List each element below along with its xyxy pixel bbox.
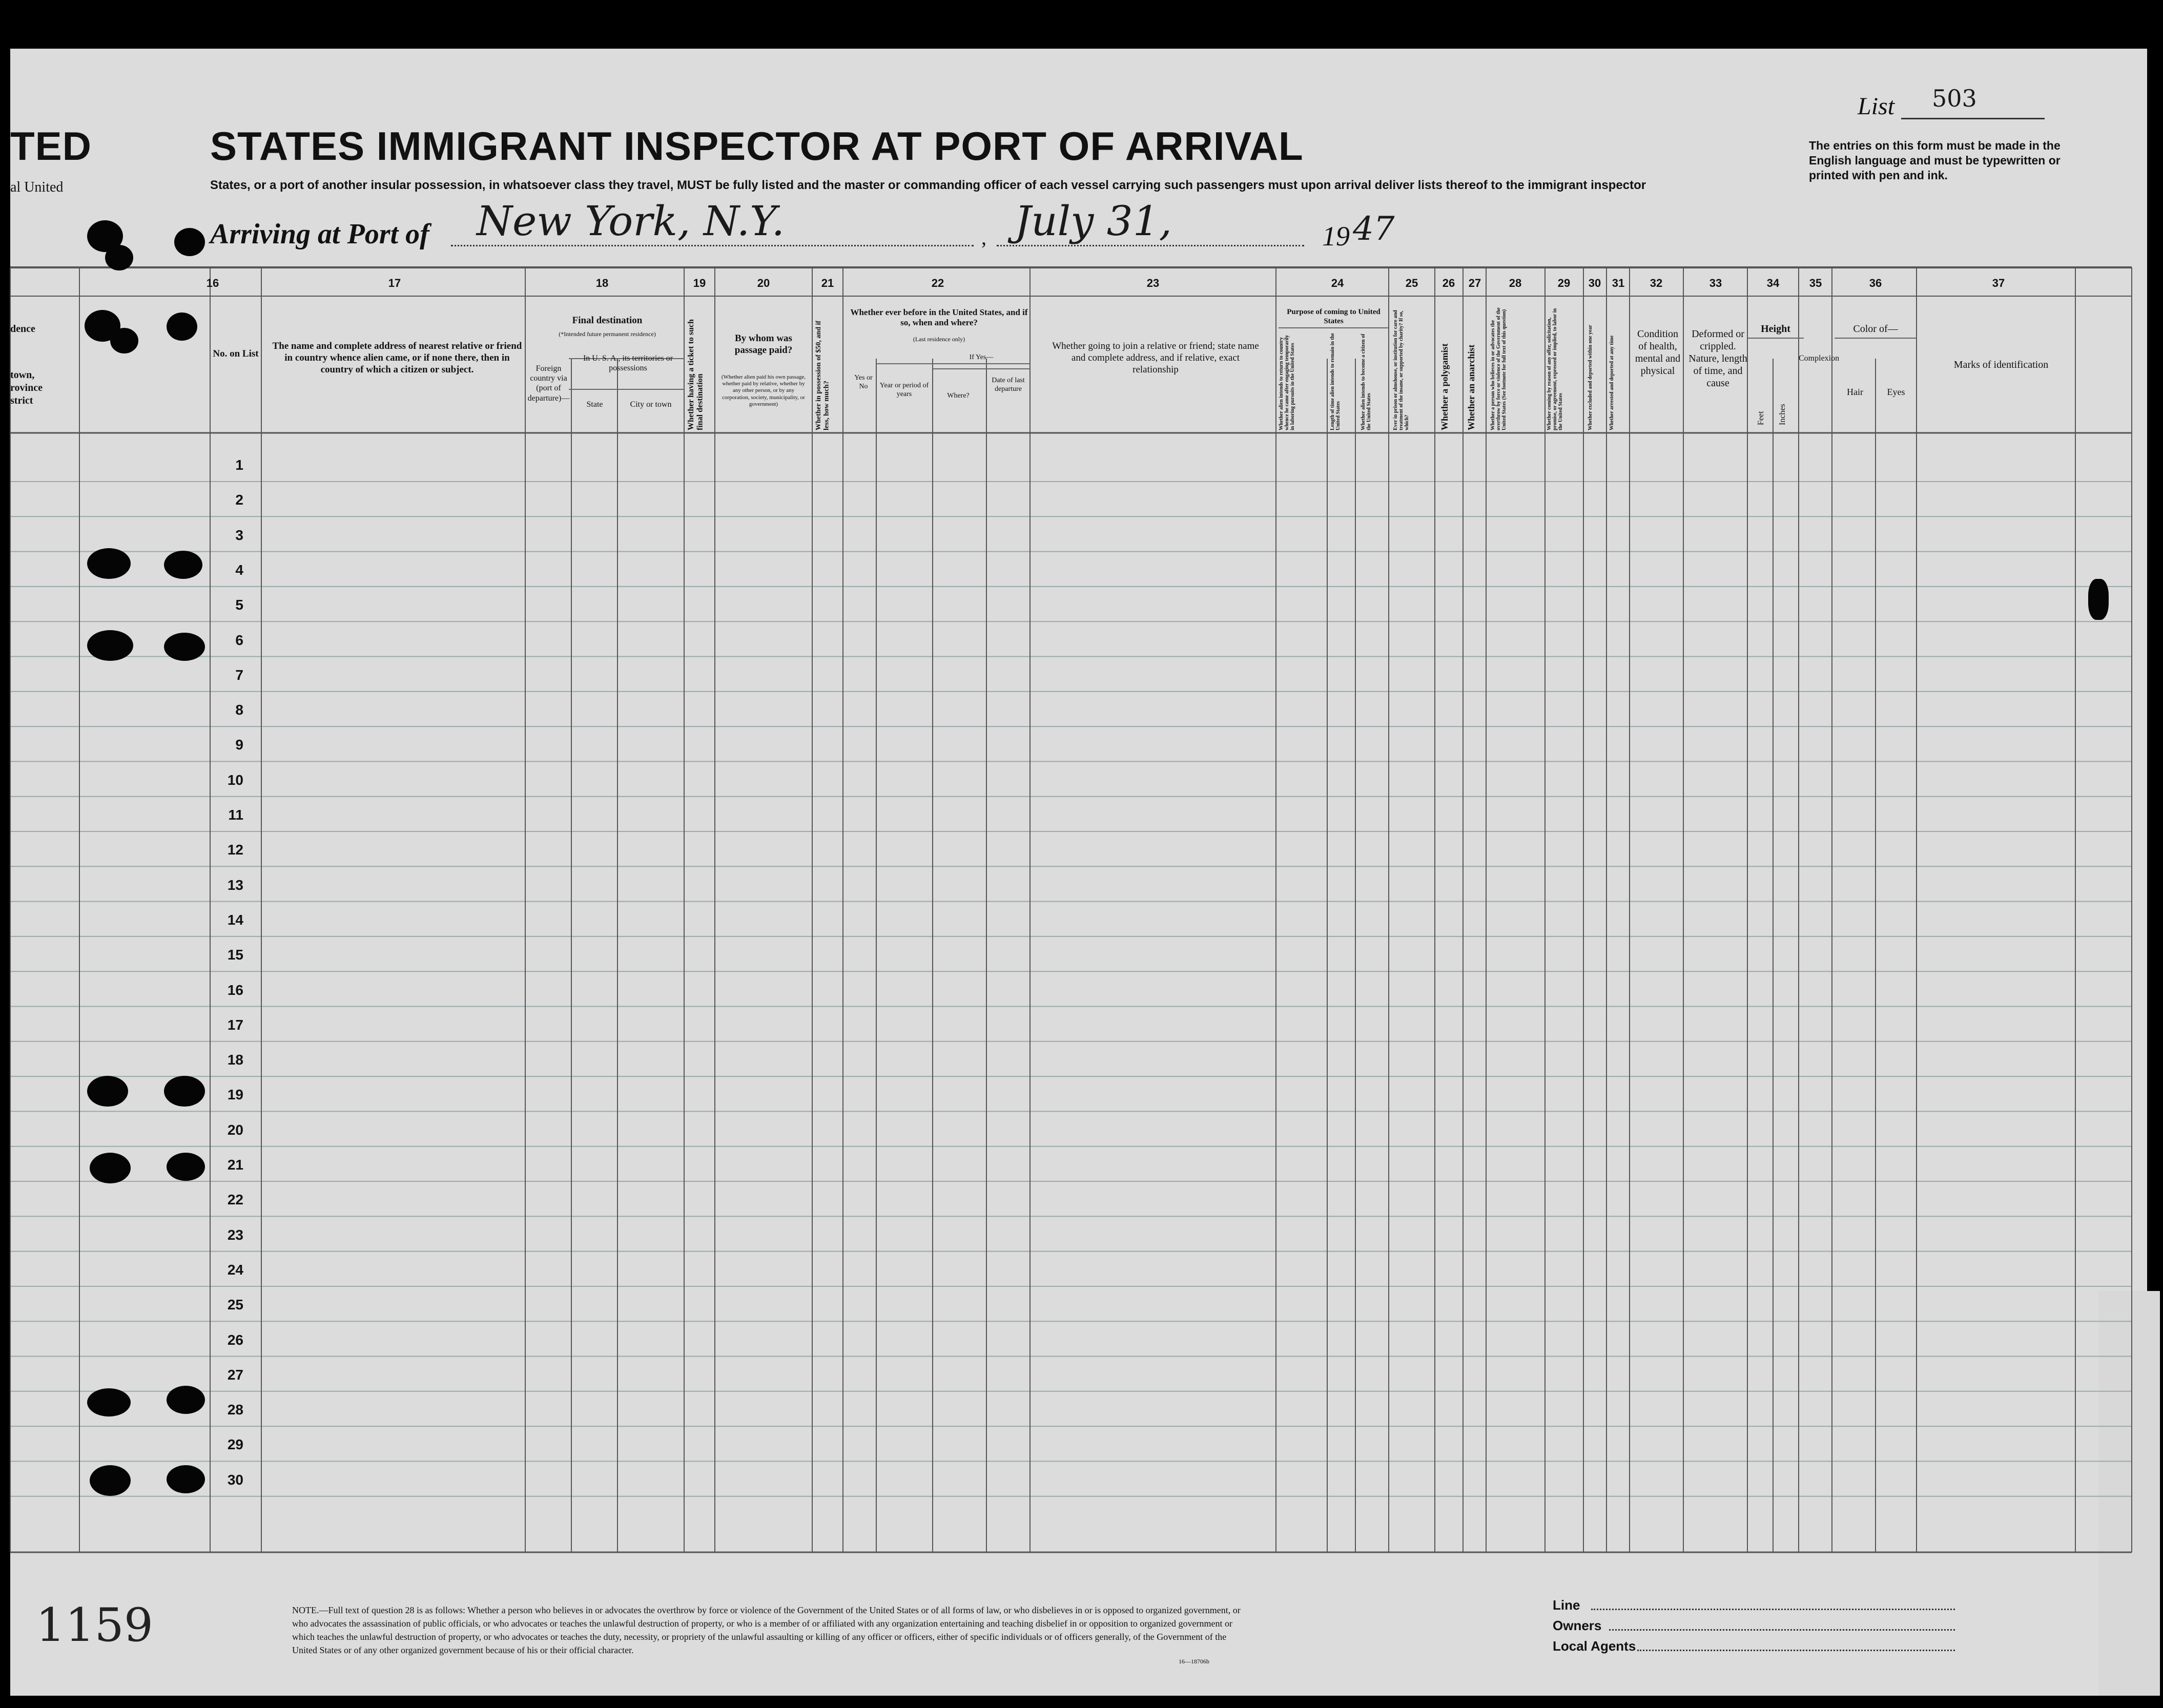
column-number: 30 [1588,277,1601,289]
punch-hole [90,1465,131,1496]
left-frag-a: dence [10,323,35,335]
form-code: 16—18706b [1179,1658,1209,1665]
row-number: 14 [227,911,243,928]
col16-header: No. on List [213,348,259,359]
row-number: 19 [227,1087,243,1103]
col22-sub: (Last residence only) [913,336,965,343]
col18-state: State [586,400,603,409]
punch-hole [87,1076,128,1107]
col34-feet: Feet [1757,411,1765,425]
punch-hole [87,630,133,661]
col34-header: Height [1761,323,1790,335]
row-number: 16 [227,982,243,998]
row-number: 5 [235,597,243,613]
year-printed: 19 [1322,221,1350,252]
date-handwritten: July 31, [1015,197,1172,245]
year-handwritten: 47 [1353,210,1395,248]
row-number: 11 [228,807,243,823]
col25-header: Ever in prison or almshouse, or institution for care and treatment of the insane, or supported by charity? If so, which? [1393,310,1410,430]
left-frag-b: town, [10,369,35,381]
col20-header: By whom was passage paid? [734,333,793,356]
left-frag-d: strict [10,395,33,406]
col18-title: Final destination [572,315,643,326]
col30-header: Whether excluded and deported within one year [1588,325,1593,430]
punch-hole [164,633,205,661]
col26-header: Whether a polygamist [1439,343,1450,430]
col28-header: Whether a person who believes in or advocates the overthrow by force or violence of the Government of the United States (See footnote for full text of this question) [1490,307,1507,430]
row-number: 18 [227,1052,243,1068]
row-number: 4 [235,561,243,578]
col18-usa: In U. S. A., its territories or possessions [583,354,673,373]
col17-header: The name and complete address of nearest relative or friend in country whence alien came, or if none there, then in country of which a citizen or subject. [272,341,522,375]
column-number: 29 [1557,277,1571,289]
col32-header: Condition of health, mental and physical [1635,328,1681,377]
col22-period: Year or period of years [879,382,929,398]
arriving-label: Arriving at Port of [210,218,429,250]
col20-note: (Whether alien paid his own passage, whether paid by relative, whether by any other person, or by any corporation, society, municipality, or government) [721,374,806,407]
punch-hole [87,1388,131,1417]
row-number: 30 [227,1471,243,1488]
row-number: 3 [235,527,243,543]
row-number: 29 [227,1436,243,1453]
row-number: 7 [235,666,243,683]
column-number: 23 [1146,277,1160,289]
left-frag-c: rovince [10,382,43,393]
english-notice: The entries on this form must be made in the English language and must be typewritten or printed with pen and ink. [1809,139,2061,182]
col22-ifyes: If Yes— [969,353,994,361]
row-number: 1 [235,457,243,473]
row-number: 26 [227,1331,243,1348]
line-field [1591,1609,1955,1610]
col35-header: Complexion [1799,354,1840,363]
punch-hole [105,245,133,270]
row-number: 2 [235,492,243,508]
row-number: 24 [227,1261,243,1278]
row-number: 13 [227,877,243,893]
punch-hole [167,1386,205,1414]
col22-where: Where? [947,392,970,400]
row-number: 8 [235,702,243,718]
row-number: 17 [227,1016,243,1033]
column-number: 33 [1709,277,1722,289]
owners-field [1609,1629,1955,1631]
column-number: 17 [388,277,401,289]
col29-header: Whether coming by reason of any offer, solicitation, promise, or agreement, expressed or implied, to labor in the United States [1547,308,1563,430]
col24-title: Purpose of coming to United States [1287,308,1381,325]
col31-header: Whether arrested and deported at any time [1609,335,1615,430]
row-number: 22 [227,1192,243,1208]
port-handwritten: New York, N.Y. [477,197,785,245]
col22-title: Whether ever before in the United States, and if so, when and where? [850,307,1028,328]
column-number: 25 [1405,277,1418,289]
punch-hole [110,328,138,353]
row-number: 9 [235,737,243,753]
col19-header: Whether having a ticket to such final destination [687,319,705,430]
col18-sub: (*Intended future permanent residence) [559,330,656,338]
punch-hole [90,1153,131,1183]
col24b-header: Length of time alien intends to remain in the United States [1330,333,1341,430]
row-number: 20 [227,1121,243,1138]
form-title: STATES IMMIGRANT INSPECTOR AT PORT OF ARRIVAL [210,123,1304,169]
left-fragment-2: al United [10,179,64,195]
col18-city: City or town [630,400,672,409]
column-number: 34 [1766,277,1780,289]
row-number: 15 [227,947,243,963]
col36-hair: Hair [1847,387,1863,397]
row-number: 10 [227,772,243,788]
row-number: 27 [227,1366,243,1383]
col21-header: Whether in possession of $50, and if less, how much? [815,320,831,430]
punch-hole [164,551,202,579]
column-number: 21 [821,277,834,289]
col33-header: Deformed or crippled. Nature, length of time, and cause [1688,328,1747,389]
column-number: 26 [1442,277,1455,289]
col18-foreign: Foreign country via (port of departure)— [527,364,570,403]
col23-header: Whether going to join a relative or friend; state name and complete address, and if relative, exact relationship [1052,341,1259,375]
column-number: 20 [757,277,770,289]
column-number: 24 [1331,277,1344,289]
punch-hole [87,548,131,579]
form-subtitle: States, or a port of another insular possession, in whatsoever class they travel, MUST be fully listed and the master or commanding officer of each vessel carrying such passengers must upon arrival deliver lists thereof to the immigrant inspector [210,178,1646,192]
row-number: 25 [227,1297,243,1313]
left-fragment: TED [10,123,92,169]
footer-note: NOTE.—Full text of question 28 is as follows: Whether a person who believes in or advocates the overthrow by force or violence of the Government of the United States or of all forms of law, or who disbelieves in or is opposed to organized government, or who advocates the assassination of public officials, or who advocates or teaches the unlawful destruction of property, or who is a member of or affiliated with any organization entertaining and teaching disbelief in or opposition to organized government or which teaches the unlawful destruction of property, or who advocates or teaches the duty, necessity, or propriety of the unlawful assaulting or killing of any officer or officers, either of specific individuals or of officers generally, of the Government of the United States or of any other organized government because of his or their official character. [292,1605,1241,1656]
col27-header: Whether an anarchist [1466,344,1476,430]
col24a-header: Whether alien intends to return to country whence he came after engaging temporarily in laboring pursuits in the United States [1279,335,1295,430]
column-number: 36 [1869,277,1882,289]
column-number: 22 [931,277,944,289]
agents-field [1637,1650,1955,1651]
punch-hole [167,1153,205,1181]
column-number: 19 [693,277,706,289]
column-number: 32 [1650,277,1663,289]
row-number: 6 [235,632,243,648]
comma: , [981,226,986,249]
col37-header: Marks of identification [1953,359,2049,370]
agents-label: Local Agents [1553,1638,1636,1654]
column-number: 16 [206,277,219,289]
ink-blot [2088,579,2109,620]
punch-hole [167,1465,205,1493]
owners-label: Owners [1553,1618,1602,1633]
punch-hole [174,228,205,256]
col22-yesno: Yes or No [854,374,873,390]
col34-inches: Inches [1778,404,1787,425]
row-number: 23 [227,1226,243,1243]
list-label: List [1858,93,1895,120]
column-number: 18 [595,277,609,289]
punch-hole [164,1076,205,1107]
column-number: 27 [1468,277,1481,289]
punch-hole [167,313,197,341]
column-number: 37 [1992,277,2005,289]
line-label: Line [1553,1597,1580,1613]
col36-header: Color of— [1853,323,1898,335]
row-number: 12 [227,842,243,858]
col22-date: Date of last departure [992,377,1025,393]
column-number: 35 [1809,277,1822,289]
column-number: 28 [1509,277,1522,289]
margin-number: 1159 [36,1598,154,1652]
list-number: 503 [1932,85,1977,112]
col36-eyes: Eyes [1887,387,1905,397]
col24c-header: Whether alien intends to become a citizen of the United States [1361,334,1372,430]
row-number: 28 [227,1402,243,1418]
column-number: 31 [1612,277,1625,289]
row-number: 21 [227,1157,243,1173]
